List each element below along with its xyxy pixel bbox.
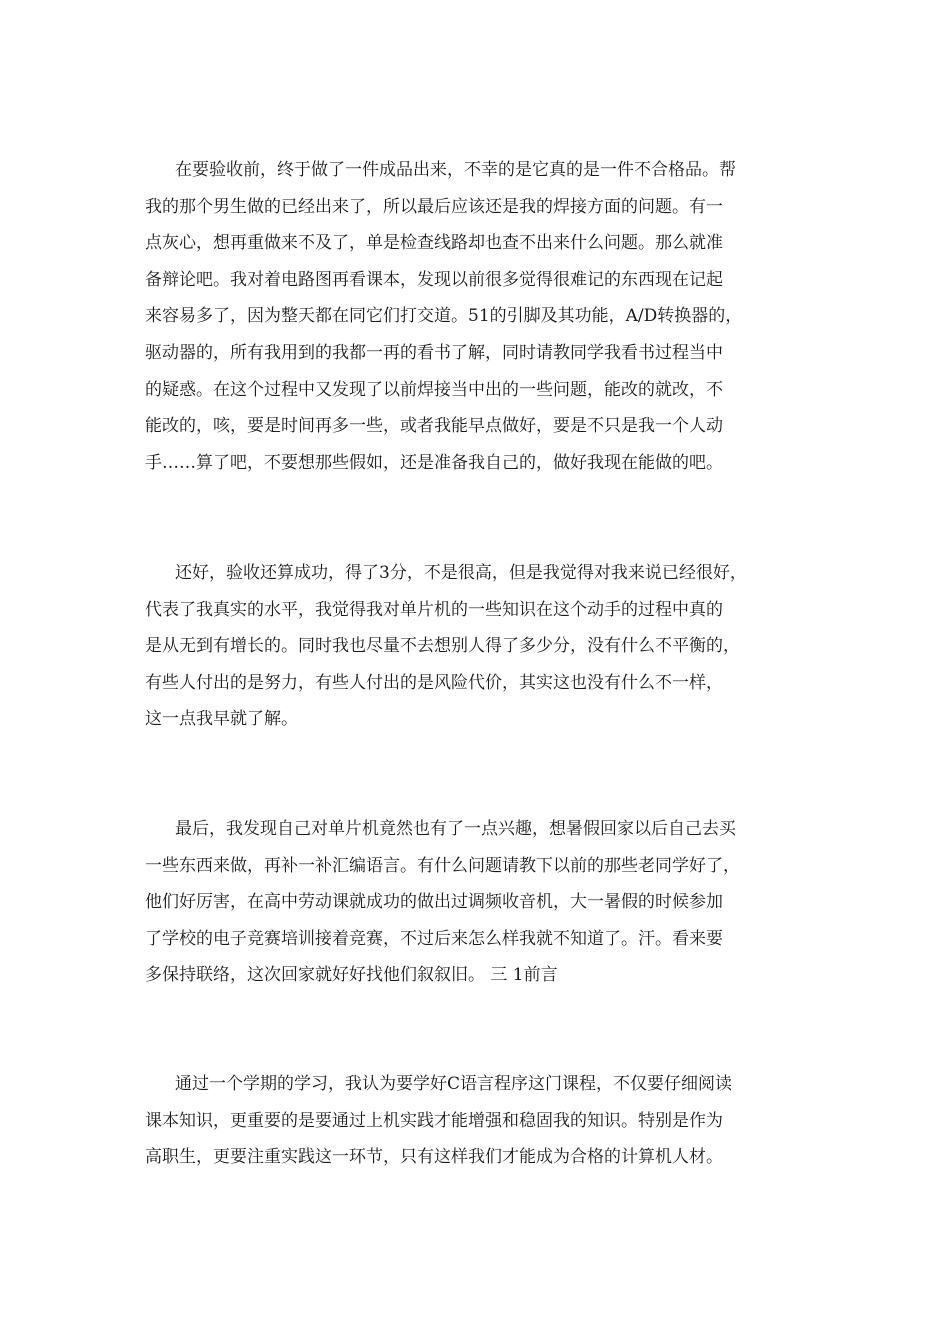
text-line: 通过一个学期的学习，我认为要学好C语言程序这门课程，不仅要仔细阅读: [175, 1074, 733, 1094]
text-line: 这一点我早就了解。: [145, 709, 298, 730]
text-line: 还好，验收还算成功，得了3分，不是很高，但是我觉得对我来说已经很好，: [175, 563, 747, 583]
text-line: 高职生，更要注重实践这一环节，只有这样我们才能成为合格的计算机人材。: [145, 1147, 723, 1168]
text-line: 代表了我真实的水平，我觉得我对单片机的一些知识在这个动手的过程中真的: [145, 599, 723, 620]
text-line: 了学校的电子竞赛培训接着竞赛，不过后来怎么样我就不知道了。汗。看来要: [145, 928, 723, 949]
text-line: 课本知识，更重要的是要通过上机实践才能增强和稳固我的知识。特别是作为: [145, 1110, 723, 1131]
text-line: 我的那个男生做的已经出来了，所以最后应该还是我的焊接方面的问题。有一: [145, 196, 723, 217]
text-line: 有些人付出的是努力，有些人付出的是风险代价，其实这也没有什么不一样，: [145, 672, 723, 693]
paragraph-acceptance-result: [145, 555, 815, 738]
paragraph-c-language-intro: [145, 1066, 815, 1176]
text-line: 手……算了吧，不要想那些假如，还是准备我自己的，做好我现在能做的吧。: [145, 452, 723, 473]
text-line: 是从无到有增长的。同时我也尽量不去想别人得了多少分，没有什么不平衡的，: [145, 636, 740, 657]
text-line: 他们好厉害，在高中劳动课就成功的做出过调频收音机，大一暑假的时候参加: [145, 892, 723, 913]
text-line: 最后，我发现自己对单片机竟然也有了一点兴趣，想暑假回家以后自己去买: [175, 819, 736, 839]
text-line: 一些东西来做，再补一补汇编语言。有什么问题请教下以前的那些老同学好了，: [145, 855, 740, 876]
text-line: 驱动器的，所有我用到的我都一再的看书了解，同时请教同学我看书过程当中: [145, 342, 723, 363]
text-line: 备辩论吧。我对着电路图再看课本，发现以前很多觉得很难记的东西现在记起: [145, 269, 723, 290]
text-line: 点灰心，想再重做来不及了，单是检查线路却也查不出来什么问题。那么就准: [145, 233, 723, 254]
text-line: 多保持联络，这次回家就好好找他们叙叙旧。 三 1前言: [145, 965, 558, 986]
paragraph-acceptance-before: [145, 152, 815, 481]
paragraph-conclusion: [145, 811, 815, 994]
text-line: 来容易多了，因为整天都在同它们打交道。51的引脚及其功能，A/D转换器的，: [145, 306, 743, 327]
text-line: 能改的，咳，要是时间再多一些，或者我能早点做好，要是不只是我一个人动: [145, 416, 723, 437]
text-line: 在要验收前，终于做了一件成品出来，不幸的是它真的是一件不合格品。帮: [175, 160, 736, 180]
text-line: 的疑惑。在这个过程中又发现了以前焊接当中出的一些问题，能改的就改，不: [145, 379, 723, 400]
